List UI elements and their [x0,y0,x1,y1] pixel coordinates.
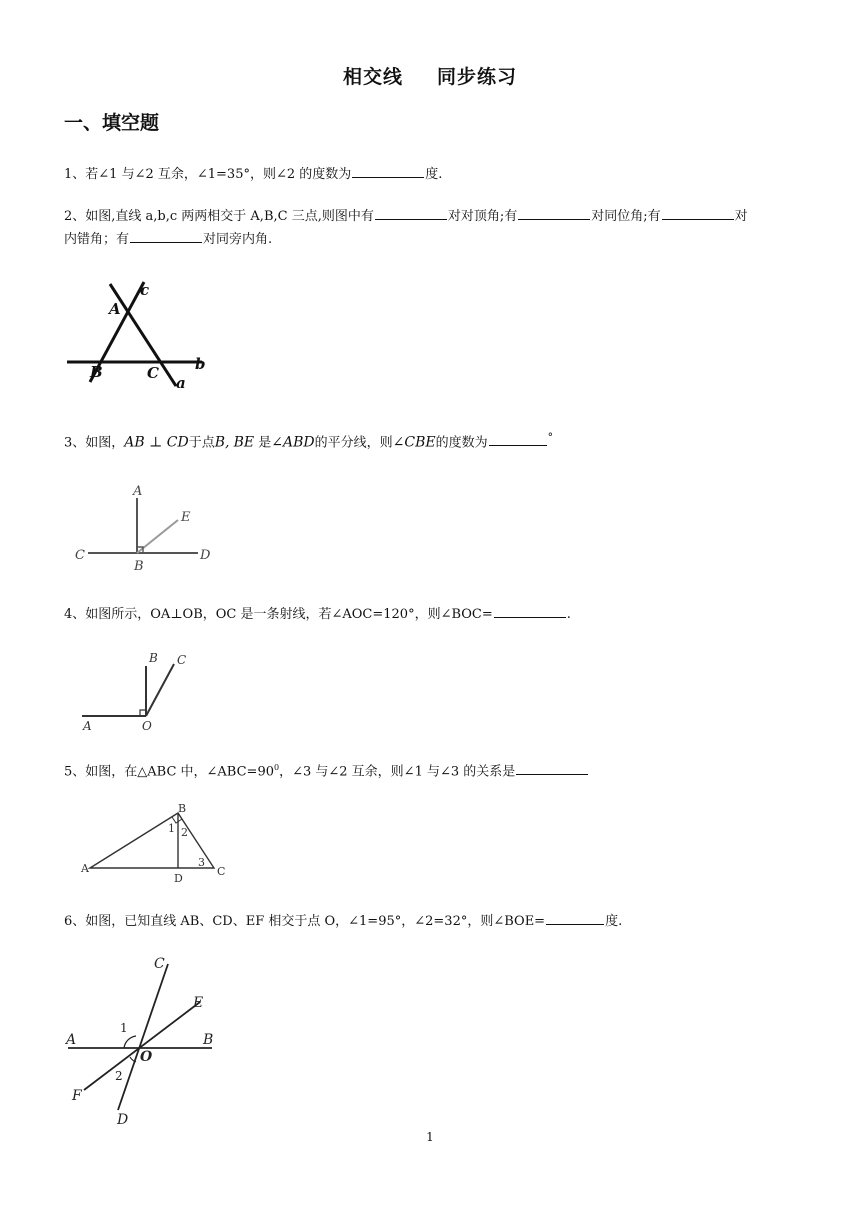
q3-text-e: 的度数为 [435,435,488,451]
label-A: A [66,1032,77,1048]
q3-math-ab-perp-cd: AB ⊥ CD [124,434,189,451]
label-B: B [203,1032,214,1048]
q2-line2 [64,228,804,251]
q5-text-b: ，∠3 与∠2 互余，则∠1 与∠3 的关系是 [279,764,516,780]
q4-text: 4、如图所示，OA⊥OB，OC 是一条射线，若∠AOC=120°，则∠BOC= [64,607,493,622]
q2-text-c: 对同位角;有 [591,209,661,224]
q1-blank[interactable] [352,163,424,178]
q2-text-d: 对 [734,209,748,224]
q2-text-a: 2、如图,直线 a,b,c 两两相交于 A,B,C 三点,则图中有 [64,209,374,224]
q1-unit: 度. [425,167,443,182]
label-D: D [117,1112,129,1128]
q3-math-cbe: ∠CBE [392,434,436,451]
figure-q3 [64,478,224,574]
question-4 [64,603,804,626]
page-number: 1 [426,1130,434,1144]
label-A: A [133,484,143,499]
q3-degree: ° [547,431,554,444]
question-6 [64,910,804,933]
label-B: B [90,363,103,381]
line-oc [146,664,174,716]
q2-text-f: 对同旁内角. [203,232,273,247]
q2-blank-4[interactable] [130,228,202,243]
q3-text-d: 的平分线，则 [314,435,393,451]
q6-unit: 度. [605,914,623,929]
q2-text-b: 对对顶角;有 [447,209,518,224]
label-F: F [72,1088,82,1104]
q2-blank-1[interactable] [375,205,447,220]
q3-math-b: B, [214,434,230,451]
label-a: a [176,374,186,392]
q6-blank[interactable] [546,910,604,925]
label-O: O [142,719,152,733]
label-3: 3 [198,856,205,869]
label-C: C [147,364,159,382]
label-C: C [177,653,187,667]
label-1: 1 [168,822,175,835]
q3-text-a: 3、如图， [64,435,125,451]
line-ef [84,1002,200,1090]
line-cd [118,964,168,1110]
label-B: B [134,559,144,574]
q2-blank-2[interactable] [518,205,590,220]
label-E: E [181,510,191,525]
label-c: c [140,281,150,299]
triangle-abc [90,813,214,868]
label-b: b [195,355,206,373]
angle-1-arc [124,1036,136,1048]
q6-text: 6、如图，已知直线 AB、CD、EF 相交于点 O，∠1=95°，∠2=32°，则∠BOE= [64,914,546,929]
figure-q4 [64,646,204,734]
label-1: 1 [120,1021,128,1035]
title-part2: 同步练习 [437,66,518,88]
q2-line1 [64,205,804,228]
q3-blank[interactable] [489,431,547,446]
label-D: D [174,872,183,885]
figure-q2 [64,278,224,396]
q3-text-c: 是 [258,435,272,451]
label-C: C [217,865,226,878]
question-1 [64,163,804,186]
section-heading: 一、填空题 [64,112,160,134]
q5-blank[interactable] [516,760,588,775]
question-3 [64,426,804,454]
label-C: C [75,548,85,563]
label-D: D [200,548,211,563]
q3-math-abd: ∠ABD [271,434,315,451]
figure-q5 [64,798,254,886]
question-2 [64,205,804,251]
label-2: 2 [181,826,188,839]
label-A: A [83,719,92,733]
question-5 [64,756,804,783]
q5-superscript: 0 [274,763,280,772]
label-B: B [149,651,158,665]
q3-math-be: BE [233,434,255,451]
label-E: E [193,995,204,1011]
label-A: A [81,862,89,875]
q5-text-a: 5、如图，在△ABC 中，∠ABC=90 [64,764,274,780]
label-A: A [109,300,121,318]
label-2: 2 [115,1069,123,1083]
label-B: B [178,802,187,815]
title-part1: 相交线 [342,66,403,88]
q4-period: . [566,607,571,622]
q1-text: 1、若∠1 与∠2 互余，∠1=35°，则∠2 的度数为 [64,167,352,182]
figure-q6 [60,952,220,1128]
q4-blank[interactable] [494,603,566,618]
page-title [0,62,860,89]
q2-text-e: 内错角；有 [64,232,130,247]
label-O: O [140,1049,153,1065]
label-C: C [154,956,165,972]
q3-text-b: 于点 [188,435,215,451]
q2-blank-3[interactable] [662,205,734,220]
